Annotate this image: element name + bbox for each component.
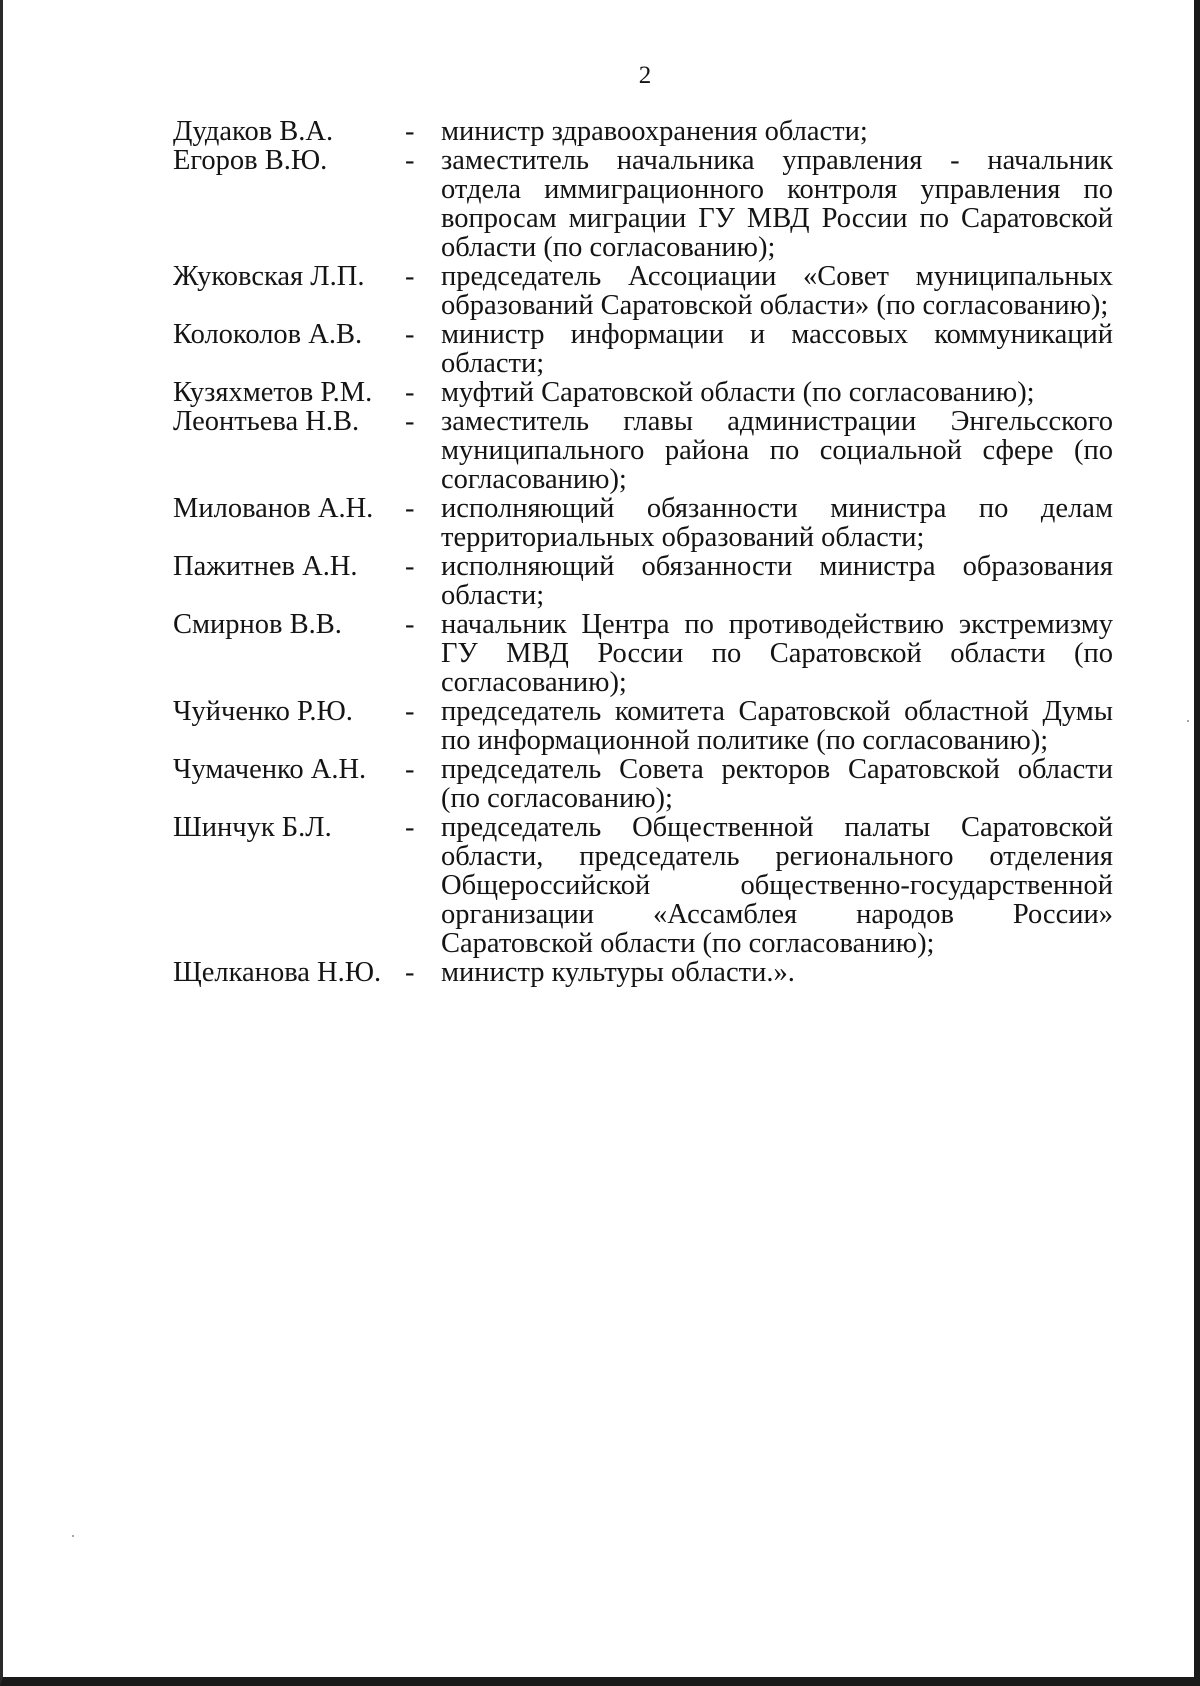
member-role: министр здравоохранения области; [441, 116, 868, 147]
member-role: председатель Ассоциации «Совет муниципальных образований Саратовской области» (по согласованию); [441, 261, 1113, 321]
member-dash: - [405, 493, 415, 524]
member-role: исполняющий обязанности министра по делам территориальных образований области; [441, 493, 1113, 553]
member-name: Пажитнев А.Н. [173, 551, 358, 582]
member-role: министр информации и массовых коммуникаций области; [441, 319, 1113, 379]
list-item [173, 552, 1113, 610]
member-role: начальник Центра по противодействию экстремизму ГУ МВД России по Саратовской области (по согласованию); [441, 609, 1113, 698]
list-item [173, 697, 1113, 755]
member-list [173, 117, 1113, 987]
member-name: Чуйченко Р.Ю. [173, 696, 353, 727]
member-dash: - [405, 812, 415, 843]
list-item [173, 146, 1113, 262]
member-dash: - [405, 754, 415, 785]
list-item [173, 494, 1113, 552]
list-item [173, 813, 1113, 958]
member-dash: - [405, 145, 415, 176]
member-name: Жуковская Л.П. [173, 261, 365, 292]
list-item [173, 958, 1113, 987]
member-dash: - [405, 377, 415, 408]
member-dash: - [405, 319, 415, 350]
member-name: Колоколов А.В. [173, 319, 363, 350]
member-role: муфтий Саратовской области (по согласованию); [441, 377, 1035, 408]
member-role: председатель Общественной палаты Саратовской области, председатель регионального отделения Общероссийской общественно-государственной организации «Ассамблея народов России» Саратовской области (по согласованию); [441, 812, 1113, 959]
list-item [173, 378, 1113, 407]
scan-speck [1187, 720, 1189, 722]
list-item [173, 320, 1113, 378]
member-name: Леонтьева Н.В. [173, 406, 360, 437]
member-role: министр культуры области.». [441, 957, 795, 988]
list-item [173, 407, 1113, 494]
member-role: заместитель начальника управления - начальник отдела иммиграционного контроля управления по вопросам миграции ГУ МВД России по Саратовской области (по согласованию); [441, 145, 1113, 263]
member-dash: - [405, 551, 415, 582]
member-dash: - [405, 261, 415, 292]
member-name: Милованов А.Н. [173, 493, 374, 524]
list-item [173, 610, 1113, 697]
member-name: Щелканова Н.Ю. [173, 957, 382, 988]
member-role: председатель Совета ректоров Саратовской области (по согласованию); [441, 754, 1113, 814]
member-name: Дудаков В.А. [173, 116, 334, 147]
member-role: исполняющий обязанности министра образования области; [441, 551, 1113, 611]
member-name: Егоров В.Ю. [173, 145, 328, 176]
member-dash: - [405, 406, 415, 437]
member-name: Смирнов В.В. [173, 609, 342, 640]
member-role: заместитель главы администрации Энгельсского муниципального района по социальной сфере (по согласованию); [441, 406, 1113, 495]
list-item [173, 262, 1113, 320]
member-role: председатель комитета Саратовской областной Думы по информационной политике (по согласованию); [441, 696, 1113, 756]
page-number: 2 [638, 62, 652, 89]
member-name: Кузяхметов Р.М. [173, 377, 373, 408]
member-dash: - [405, 116, 415, 147]
member-dash: - [405, 696, 415, 727]
member-dash: - [405, 609, 415, 640]
member-dash: - [405, 957, 415, 988]
list-item [173, 117, 1113, 146]
member-name: Чумаченко А.Н. [173, 754, 367, 785]
scan-speck [72, 1535, 74, 1537]
member-name: Шинчук Б.Л. [173, 812, 332, 843]
list-item [173, 755, 1113, 813]
